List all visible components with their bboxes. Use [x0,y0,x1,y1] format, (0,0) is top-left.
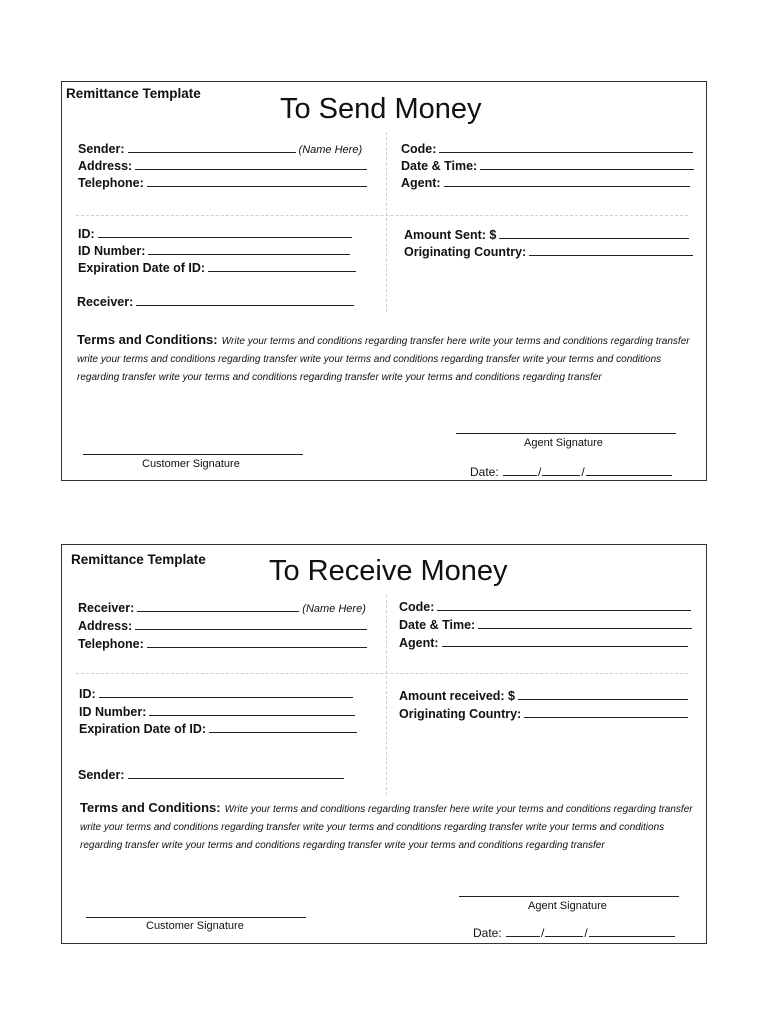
id-blank[interactable] [98,226,352,238]
date-time-blank[interactable] [478,617,692,629]
date-year-blank[interactable] [589,925,675,937]
terms-and-conditions [77,331,697,387]
agent-signature-label: Agent Signature [524,437,603,449]
originating-country-field[interactable] [399,705,688,723]
telephone-label: Telephone: [78,176,144,190]
amount-received-field[interactable] [399,687,688,705]
sender-field[interactable] [78,766,344,784]
name-hint: (Name Here) [298,144,363,156]
address-blank[interactable] [135,158,367,170]
date-label: Date: [473,926,502,940]
expiration-label: Expiration Date of ID: [79,722,207,736]
sender-field[interactable] [78,140,362,158]
date-day-blank[interactable] [503,464,537,476]
id-number-field[interactable] [78,242,350,260]
id-number-label: ID Number: [78,244,146,258]
id-number-blank[interactable] [149,704,355,716]
terms-text: Write your terms and conditions regarding transfer here write your terms and conditions regarding transfer write your terms and conditions regarding transfer write your terms and conditions regarding transfer write your terms and conditions regarding transfer write your terms and conditions regarding transfer write your terms and conditions regarding transfer [80,804,693,851]
agent-signature-line[interactable] [459,896,679,897]
receiver-field[interactable] [77,293,354,311]
form-title: To Send Money [280,93,482,125]
date-time-label: Date & Time: [401,159,478,173]
sender-label: Sender: [78,768,125,782]
date-month-blank[interactable] [545,925,583,937]
originating-country-label: Originating Country: [399,707,522,721]
telephone-label: Telephone: [78,637,144,651]
receiver-blank[interactable] [136,294,354,306]
send-money-form [61,81,707,481]
agent-label: Agent: [401,176,441,190]
column-divider [386,132,387,312]
amount-sent-blank[interactable] [499,227,689,239]
amount-received-blank[interactable] [518,688,688,700]
customer-signature-label: Customer Signature [146,920,244,932]
receive-money-form [61,544,707,944]
address-field[interactable] [78,157,367,175]
amount-sent-label: Amount Sent: $ [404,228,497,242]
column-divider [386,595,387,795]
amount-sent-field[interactable] [404,226,689,244]
customer-signature-label: Customer Signature [142,458,240,470]
sender-blank[interactable] [128,767,344,779]
id-label: ID: [78,227,95,241]
originating-country-blank[interactable] [529,244,693,256]
expiration-blank[interactable] [208,260,356,272]
date-year-blank[interactable] [586,464,672,476]
date-time-label: Date & Time: [399,618,476,632]
date-time-blank[interactable] [480,158,694,170]
name-hint: (Name Here) [302,603,366,615]
date-time-field[interactable] [401,157,694,175]
agent-signature-line[interactable] [456,433,676,434]
receiver-field[interactable] [78,599,366,617]
section-divider [76,215,688,216]
id-field[interactable] [78,225,352,243]
date-separator: / [581,465,585,479]
expiration-blank[interactable] [209,721,357,733]
id-field[interactable] [79,685,353,703]
telephone-field[interactable] [78,635,367,653]
agent-blank[interactable] [442,635,688,647]
code-field[interactable] [399,598,691,616]
expiration-label: Expiration Date of ID: [78,261,206,275]
customer-signature-line[interactable] [86,917,306,918]
terms-heading: Terms and Conditions: [77,332,218,347]
id-number-blank[interactable] [148,243,350,255]
date-separator: / [538,465,542,479]
id-blank[interactable] [99,686,353,698]
agent-blank[interactable] [444,175,690,187]
date-label: Date: [470,465,499,479]
code-label: Code: [399,600,435,614]
terms-text: Write your terms and conditions regarding transfer here write your terms and conditions regarding transfer write your terms and conditions regarding transfer write your terms and conditions regarding transfer write your terms and conditions regarding transfer write your terms and conditions regarding transfer write your terms and conditions regarding transfer [77,336,690,383]
receiver-label: Receiver: [78,601,135,615]
date-separator: / [584,926,588,940]
originating-country-blank[interactable] [524,706,688,718]
agent-label: Agent: [399,636,439,650]
template-label: Remittance Template [71,552,206,567]
code-field[interactable] [401,140,693,158]
expiration-field[interactable] [78,259,356,277]
address-label: Address: [78,619,133,633]
sender-label: Sender: [78,142,125,156]
code-label: Code: [401,142,437,156]
template-label: Remittance Template [66,86,201,101]
date-time-field[interactable] [399,616,692,634]
code-blank[interactable] [439,141,693,153]
agent-field[interactable] [399,634,688,652]
terms-heading: Terms and Conditions: [80,800,221,815]
customer-signature-line[interactable] [83,454,303,455]
expiration-field[interactable] [79,720,357,738]
id-number-label: ID Number: [79,705,147,719]
id-label: ID: [79,687,96,701]
section-divider [76,673,688,674]
originating-country-label: Originating Country: [404,245,527,259]
amount-received-label: Amount received: $ [399,689,516,703]
code-blank[interactable] [437,599,691,611]
agent-field[interactable] [401,174,690,192]
terms-and-conditions [80,799,700,855]
receiver-label: Receiver: [77,295,134,309]
address-field[interactable] [78,617,367,635]
date-field[interactable] [470,464,673,479]
date-day-blank[interactable] [506,925,540,937]
agent-signature-label: Agent Signature [528,900,607,912]
date-separator: / [541,926,545,940]
receiver-blank[interactable] [137,600,299,612]
telephone-blank[interactable] [147,636,367,648]
sender-blank[interactable] [128,141,296,153]
address-blank[interactable] [135,618,367,630]
date-field[interactable] [473,925,676,940]
form-title: To Receive Money [269,555,508,587]
date-month-blank[interactable] [542,464,580,476]
id-number-field[interactable] [79,703,355,721]
telephone-field[interactable] [78,174,367,192]
originating-country-field[interactable] [404,243,693,261]
address-label: Address: [78,159,133,173]
telephone-blank[interactable] [147,175,367,187]
